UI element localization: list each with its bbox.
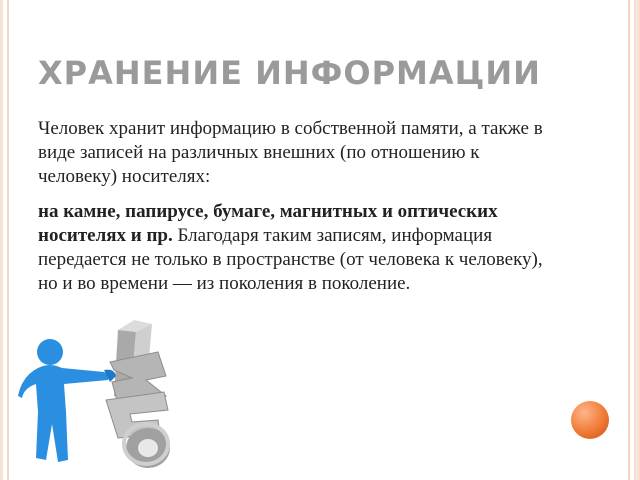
paragraph-2-rest: Благодаря таким записям, информация передается не только в пространстве (от человека к человеку), но и во времени — из поколения в поколение. [38, 225, 543, 294]
info-illustration [18, 300, 178, 475]
decorative-orange-orb [571, 401, 609, 439]
info-letters [106, 320, 170, 468]
blue-person-figure [18, 339, 116, 462]
left-border-line [7, 0, 9, 480]
left-border-stripe [0, 0, 3, 480]
right-border-line [628, 0, 630, 480]
right-border-stripe [634, 0, 640, 480]
paragraph-1: Человек хранит информацию в собственной памяти, а также в виде записей на различных внешних (по отношению к человеку) носителях: [38, 118, 543, 187]
paragraph-2-bold: на камне, папирусе, бумаге, магнитных и оптических носителях и пр. [38, 201, 498, 246]
slide-title: ХРАНЕНИЕ ИНФОРМАЦИИ [38, 54, 541, 92]
paragraph-2 [38, 200, 558, 296]
